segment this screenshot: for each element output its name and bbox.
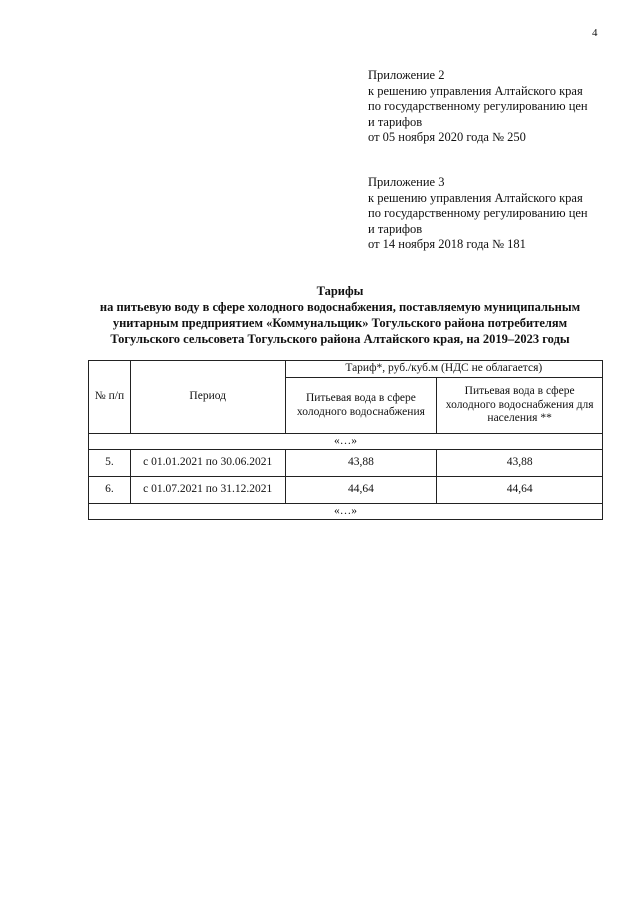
row-tariff-1: 43,88 <box>285 450 437 477</box>
table-ellipsis-row <box>89 434 603 450</box>
header-tariff: Тариф*, руб./куб.м (НДС не облагается) <box>285 361 602 378</box>
header-number: № п/п <box>89 361 131 434</box>
table-header-row <box>89 361 603 378</box>
title-line: Тарифы <box>316 284 364 298</box>
row-number: 6. <box>89 477 131 504</box>
appendix-3-header <box>368 175 588 253</box>
appendix-3-line: к решению управления Алтайского края <box>368 190 583 205</box>
table-ellipsis-row <box>89 504 603 520</box>
appendix-2-header <box>368 68 588 146</box>
appendix-2-line: к решению управления Алтайского края <box>368 83 583 98</box>
appendix-2-line: по государственному регулированию цен <box>368 99 588 113</box>
appendix-3-line: от 14 ноября 2018 года № 181 <box>368 237 526 251</box>
title-line: унитарным предприятием «Коммунальщик» Тогульского района потребителям <box>112 316 568 330</box>
appendix-3-line: и тарифов <box>368 221 423 236</box>
ellipsis-top: «…» <box>89 434 603 450</box>
appendix-3-line: Приложение 3 <box>368 175 445 189</box>
table-row <box>89 477 603 504</box>
appendix-3-line: по государственному регулированию цен <box>368 206 588 220</box>
row-tariff-1: 44,64 <box>285 477 437 504</box>
document-title <box>60 283 620 347</box>
header-drinking-water: Питьевая вода в сфере холодного водоснабжения <box>285 378 437 434</box>
row-tariff-2: 43,88 <box>437 450 603 477</box>
title-line: Тогульского сельсовета Тогульского района Алтайского края, на 2019–2023 годы <box>110 332 570 346</box>
page-number: 4 <box>592 27 598 39</box>
appendix-2-line: от 05 ноября 2020 года № 250 <box>368 130 526 144</box>
title-line: на питьевую воду в сфере холодного водоснабжения, поставляемую муниципальным <box>99 300 581 314</box>
table-row <box>89 450 603 477</box>
row-period: с 01.01.2021 по 30.06.2021 <box>130 450 285 477</box>
header-drinking-water-population: Питьевая вода в сфере холодного водоснабжения для населения ** <box>437 378 603 434</box>
header-period: Период <box>130 361 285 434</box>
row-period: с 01.07.2021 по 31.12.2021 <box>130 477 285 504</box>
row-number: 5. <box>89 450 131 477</box>
ellipsis-bottom: «…» <box>89 504 603 520</box>
appendix-2-line: Приложение 2 <box>368 68 445 82</box>
appendix-2-line: и тарифов <box>368 114 423 129</box>
row-tariff-2: 44,64 <box>437 477 603 504</box>
tariff-table <box>88 360 603 520</box>
